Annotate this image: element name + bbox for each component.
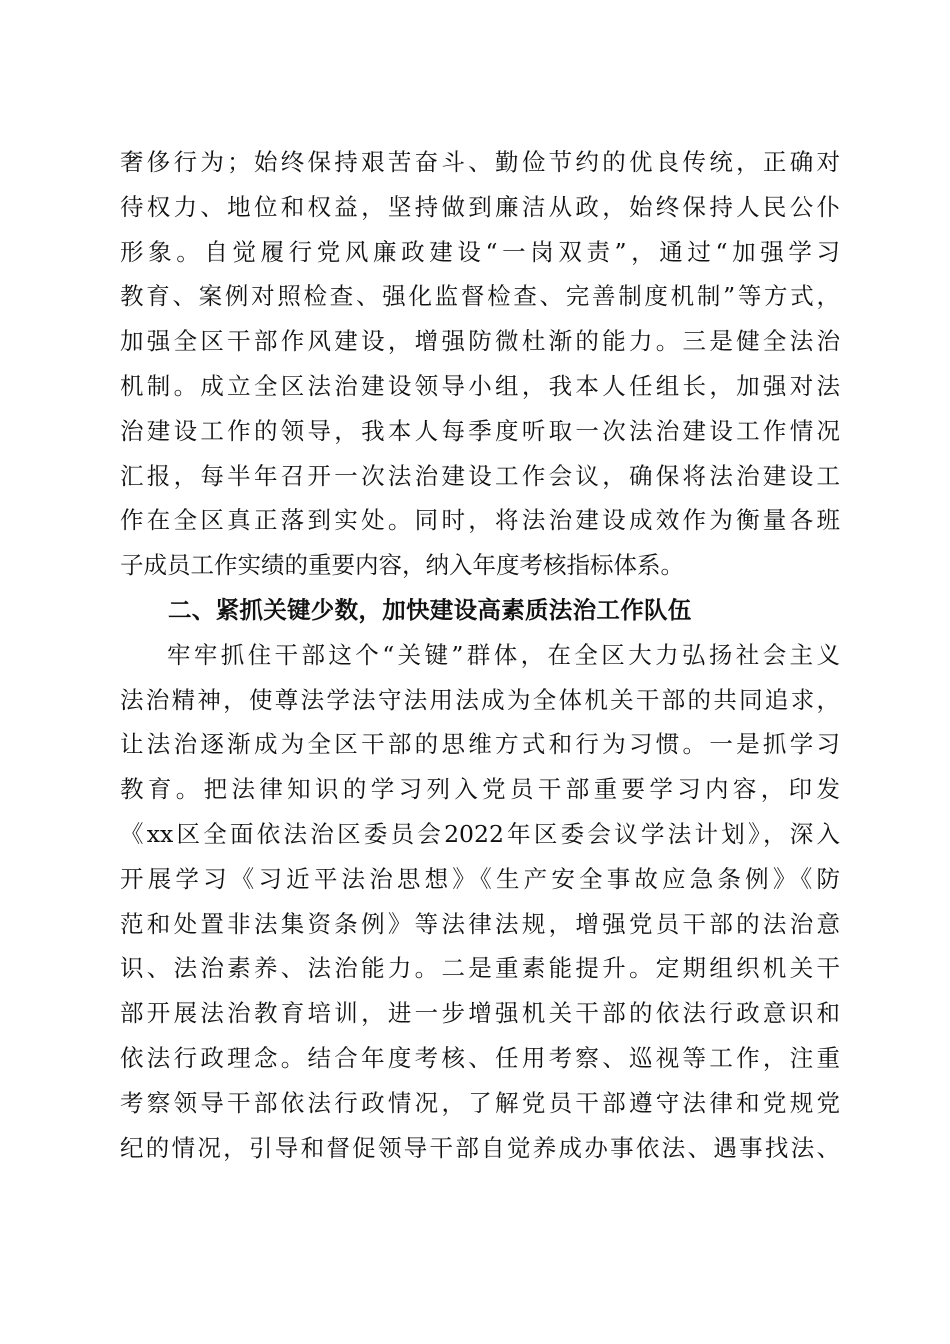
text-line: 部开展法治教育培训，进一步增强机关干部的依法行政意识和 — [120, 999, 840, 1028]
text-line: 形象。自觉履行党风廉政建设“一岗双责”，通过“加强学习 — [120, 237, 840, 266]
text-line: 教育、案例对照检查、强化监督检查、完善制度机制”等方式， — [120, 282, 840, 311]
text-line: 《xx区全面依法治区委员会2022年区委会议学法计划》，深入 — [120, 819, 840, 848]
text-line: 子成员工作实绩的重要内容，纳入年度考核指标体系。 — [120, 551, 684, 580]
text-line: 开展学习《习近平法治思想》《生产安全事故应急条例》《防 — [120, 864, 840, 893]
text-line: 奢侈行为；始终保持艰苦奋斗、勤俭节约的优良传统，正确对 — [120, 148, 840, 176]
text-line: 汇报，每半年召开一次法治建设工作会议，确保将法治建设工 — [120, 461, 840, 490]
text-line: 待权力、地位和权益，坚持做到廉洁从政，始终保持人民公仆 — [120, 192, 840, 221]
section-heading: 二、紧抓关键少数，加快建设高素质法治工作队伍 — [168, 595, 692, 624]
document-body — [120, 140, 840, 1170]
text-line: 范和处置非法集资条例》等法律法规，增强党员干部的法治意 — [120, 909, 840, 938]
text-line: 作在全区真正落到实处。同时，将法治建设成效作为衡量各班 — [120, 506, 840, 535]
text-line: 机制。成立全区法治建设领导小组，我本人任组长，加强对法 — [120, 371, 840, 400]
text-line: 依法行政理念。结合年度考核、任用考察、巡视等工作，注重 — [120, 1043, 840, 1072]
text-line: 让法治逐渐成为全区干部的思维方式和行为习惯。一是抓学习 — [120, 730, 840, 759]
text-line: 纪的情况，引导和督促领导干部自觉养成办事依法、遇事找法、 — [120, 1133, 840, 1162]
text-line: 考察领导干部依法行政情况，了解党员干部遵守法律和党规党 — [120, 1088, 840, 1117]
text-line: 法治精神，使尊法学法守法用法成为全体机关干部的共同追求， — [120, 685, 840, 714]
text-line: 治建设工作的领导，我本人每季度听取一次法治建设工作情况 — [120, 416, 840, 445]
text-line: 加强全区干部作风建设，增强防微杜渐的能力。三是健全法治 — [120, 327, 840, 356]
text-line: 识、法治素养、法治能力。二是重素能提升。定期组织机关干 — [120, 954, 840, 983]
text-line: 教育。把法律知识的学习列入党员干部重要学习内容，印发 — [120, 775, 840, 804]
text-line: 牢牢抓住干部这个“关键”群体，在全区大力弘扬社会主义 — [167, 640, 840, 669]
